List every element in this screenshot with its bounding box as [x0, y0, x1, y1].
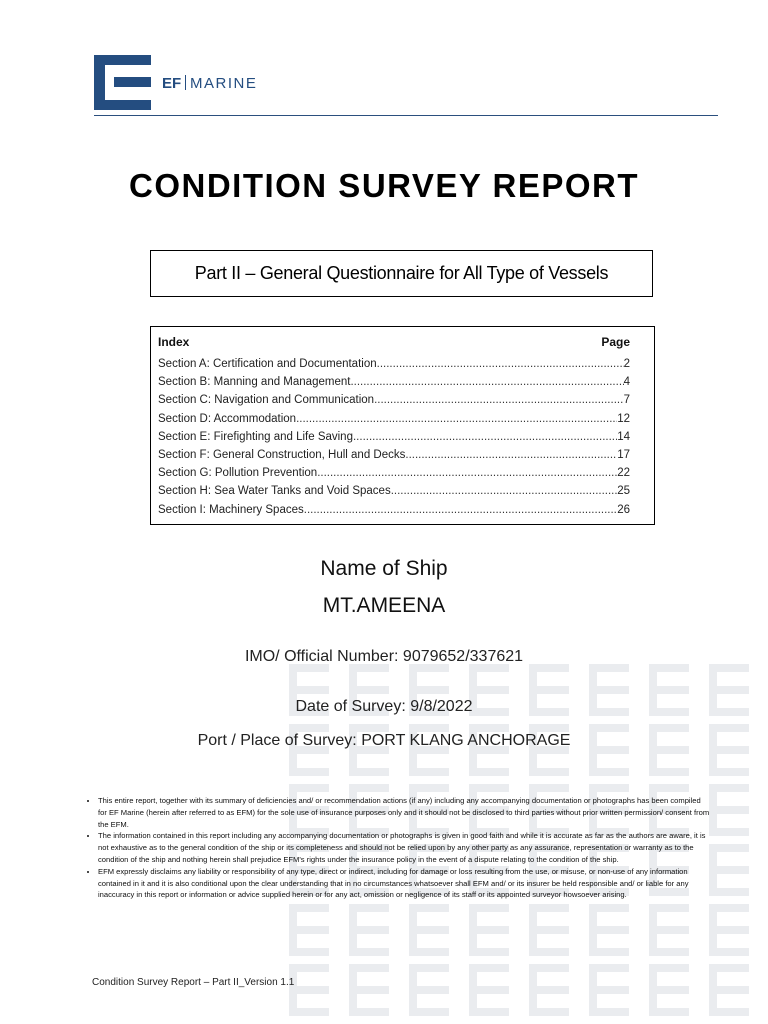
index-row[interactable]: [158, 485, 630, 503]
index-row[interactable]: [158, 376, 630, 394]
index-leader: [353, 431, 617, 443]
index-row[interactable]: [158, 467, 630, 485]
imo-number: IMO/ Official Number: 9079652/337621: [244, 648, 524, 665]
index-page: 25: [617, 485, 630, 498]
index-page: 2: [623, 358, 630, 370]
index-leader: [391, 485, 618, 497]
index-leader: [405, 449, 617, 461]
index-section: Section B: Manning and Management: [158, 376, 351, 389]
index-page: 7: [623, 394, 630, 407]
index-row[interactable]: [158, 449, 630, 467]
index-table: [150, 326, 655, 525]
index-section: Section H: Sea Water Tanks and Void Spaces: [158, 485, 391, 498]
index-header: [158, 335, 630, 349]
ship-name-label: Name of Ship: [320, 557, 448, 580]
disclaimer-item: • This entire report, together with its summary of deficiencies and/ or recommendation actions (if any) including any accompanying documentation or photographs has been compiled for EF Marine (herein after referred to as EFM) for the sole use of insurance purposes only and it should not be disclosed to third parties without prior written permission/ consent from the EFM.: [98, 795, 710, 830]
survey-port: Port / Place of Survey: PORT KLANG ANCHORAGE: [197, 732, 571, 749]
index-section: Section I: Machinery Spaces: [158, 503, 304, 516]
index-page: 22: [617, 467, 630, 480]
index-header-right: Page: [601, 335, 630, 349]
index-row[interactable]: [158, 431, 630, 449]
index-leader: [377, 358, 624, 370]
index-header-left: Index: [158, 335, 190, 349]
survey-date: Date of Survey: 9/8/2022: [295, 698, 473, 715]
index-section: Section A: Certification and Documentation: [158, 358, 377, 370]
index-leader: [374, 394, 624, 406]
index-row[interactable]: [158, 394, 630, 412]
disclaimer-item: • The information contained in this report including any accompanying documentation or photographs is given in good faith and while it is accurate as far as the authors are aware, it is not exhaustive as to the general condition of the ship or its completeness and should not be relied upon by any other party as any assurance, representation or warranty as to the condition of the ship and nothing herein shall prejudice EFM's rights under the insurance policy in the event of a dispute relating to the condition of the ship.: [98, 830, 710, 865]
logo-name: MARINE: [190, 75, 258, 92]
index-row[interactable]: [158, 358, 630, 376]
index-section: Section F: General Construction, Hull and Decks: [158, 448, 406, 461]
index-section: Section C: Navigation and Communication: [158, 394, 375, 407]
index-section: Section E: Firefighting and Life Saving: [158, 430, 353, 443]
index-page: 14: [617, 430, 630, 443]
index-page: 4: [623, 376, 630, 389]
disclaimer-item: • EFM expressly disclaims any liability or responsibility of any type, direct or indirect, including for damage or loss resulting from the use, or misuse, or non-use of any information contained in it and it is also conditional upon the clear understanding that in no circumstances whatsoever shall EFM and/ or its insurer be held responsible and/ or liable for any inaccuracy in this report or information or advice supplied herein or for any act, omission or negligence of its staff or its appointed surveyor howsoever arising.: [98, 866, 710, 901]
page-footer: Condition Survey Report – Part II_Version 1.1: [92, 977, 295, 988]
part-subtitle: Part II – General Questionnaire for All Type of Vessels: [194, 263, 609, 283]
index-leader: [350, 376, 623, 388]
index-row[interactable]: [158, 413, 630, 431]
disclaimer: [88, 795, 710, 901]
ef-marine-logo: [94, 55, 264, 111]
part-subtitle-box: [150, 250, 653, 297]
index-page: 26: [617, 503, 630, 516]
index-section: Section D: Accommodation: [158, 412, 297, 425]
header-divider: [94, 115, 718, 116]
index-page: 17: [617, 448, 630, 461]
page-title: CONDITION SURVEY REPORT: [128, 167, 640, 204]
index-leader: [296, 413, 617, 425]
index-leader: [317, 467, 617, 479]
index-section: Section G: Pollution Prevention: [158, 467, 318, 480]
ship-name: MT.AMEENA: [322, 594, 446, 617]
index-row[interactable]: [158, 504, 630, 522]
index-leader: [304, 504, 617, 516]
logo-brand: EF: [162, 75, 182, 92]
index-page: 12: [617, 412, 630, 425]
